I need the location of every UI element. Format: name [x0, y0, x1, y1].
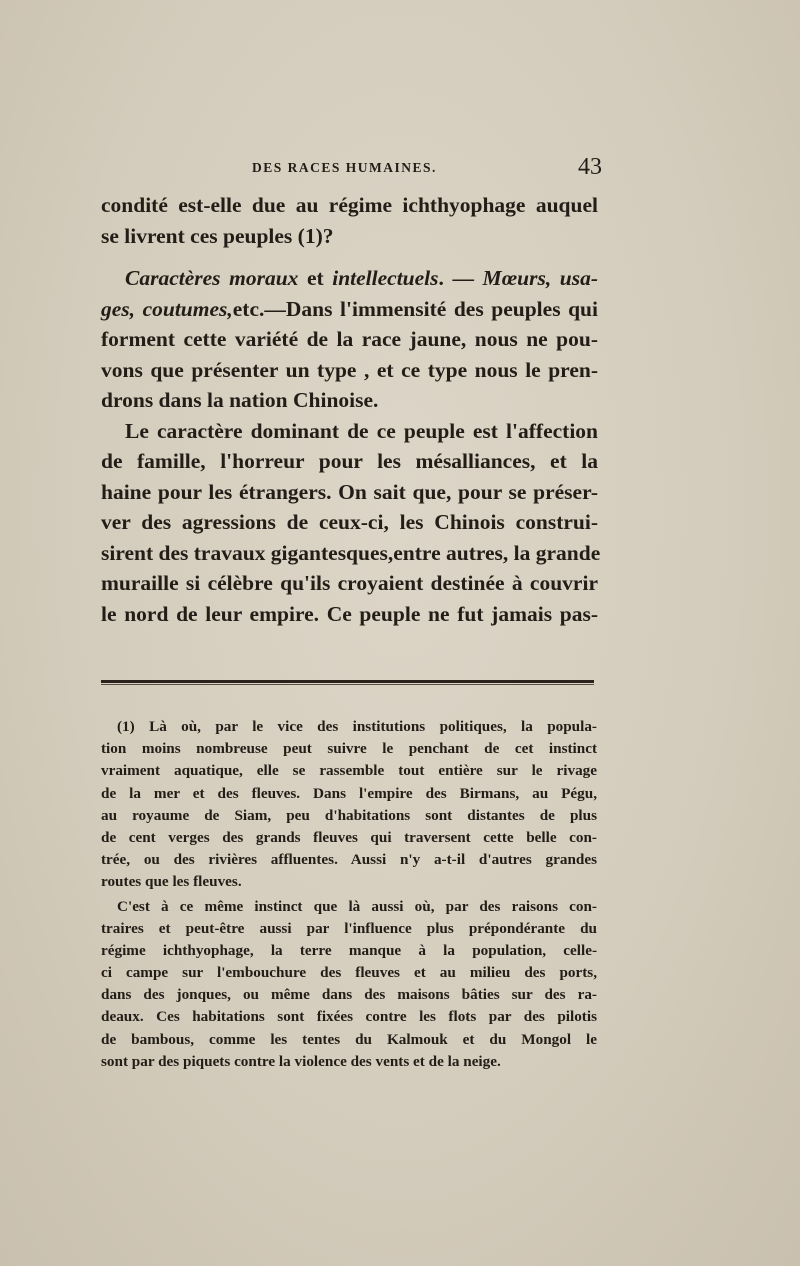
heading-italic: Caractères moraux: [125, 266, 299, 290]
text-line: de famille, l'horreur pour les mésalliances, et la: [101, 449, 598, 473]
text-line: sirent des travaux gigantesques,entre autres, la grande: [101, 540, 601, 565]
heading-italic: intellectuels: [332, 266, 439, 290]
text-line: haine pour les étrangers. On sait que, pour se préser-: [101, 479, 598, 504]
text-line: muraille si célèbre qu'ils croyaient destinée à couvrir: [101, 571, 598, 595]
footnote-line: de bambous, comme les tentes du Kalmouk et du Mongol le: [101, 1030, 597, 1048]
footnote-line: routes que les fleuves.: [101, 873, 242, 891]
footnotes: [101, 716, 597, 1073]
footnote-line: (1) Là où, par le vice des institutions politiques, la popula-: [117, 718, 597, 735]
footnote-line: tion moins nombreuse peut suivre le penchant de cet instinct: [101, 740, 597, 758]
footnote-line: au royaume de Siam, peu d'habitations sont distantes de plus: [101, 806, 597, 824]
footnote-line: de cent verges des grands fleuves qui traversent cette belle con-: [101, 828, 597, 846]
main-text: [101, 190, 601, 629]
heading-italic: ges, coutumes,: [101, 296, 233, 321]
page-header: [100, 150, 600, 190]
text-line: [101, 294, 598, 325]
footnote-line: ci campe sur l'embouchure des fleuves et au milieu des ports,: [101, 964, 597, 982]
footnote-line: vraiment aquatique, elle se rassemble tout entière sur le rivage: [101, 762, 597, 780]
text-line: drons dans la nation Chinoise.: [101, 388, 379, 412]
footnote-rule: [101, 680, 594, 683]
footnote-line: C'est à ce même instinct que là aussi où, par des raisons con-: [117, 897, 597, 915]
footnote-line: sont par des piquets contre la violence des vents et de la neige.: [101, 1052, 501, 1070]
text-run: etc.—Dans l'immensité des peuples qui: [232, 296, 598, 321]
footnote-line: trée, ou des rivières affluentes. Aussi n'y a-t-il d'autres grandes: [101, 851, 597, 869]
text-line: vons que présenter un type , et ce type nous le pren-: [101, 357, 598, 382]
heading-italic: Mœurs, usa-: [482, 266, 598, 290]
footnote-line: deaux. Ces habitations sont fixées contre les flots par des pilotis: [101, 1008, 597, 1026]
section-heading-line: [101, 263, 598, 294]
footnote-line: régime ichthyophage, la terre manque à la population, celle-: [101, 941, 597, 959]
text-line: se livrent ces peuples (1)?: [101, 223, 334, 248]
text-line: forment cette variété de la race jaune, nous ne pou-: [101, 327, 598, 351]
text-line: Le caractère dominant de ce peuple est l'affection: [125, 418, 598, 443]
page-number: 43: [578, 154, 602, 180]
footnote-line: dans des jonques, ou même dans des maisons bâties sur des ra-: [101, 986, 597, 1004]
heading-plain: . —: [438, 266, 483, 290]
text-line: condité est-elle due au régime ichthyophage auquel: [101, 193, 598, 217]
footnote-line: de la mer et des fleuves. Dans l'empire des Birmans, au Pégu,: [101, 784, 597, 802]
paragraph-gap: [101, 251, 598, 263]
heading-plain: et: [298, 266, 333, 290]
text-line: le nord de leur empire. Ce peuple ne fut jamais pas-: [101, 601, 598, 626]
footnote-rule-thin: [101, 684, 594, 685]
text-line: ver des agressions de ceux-ci, les Chinois construi-: [101, 510, 598, 534]
running-head: DES RACES HUMAINES.: [252, 160, 437, 175]
footnote-line: traires et peut-être aussi par l'influence plus prépondérante du: [101, 919, 597, 937]
